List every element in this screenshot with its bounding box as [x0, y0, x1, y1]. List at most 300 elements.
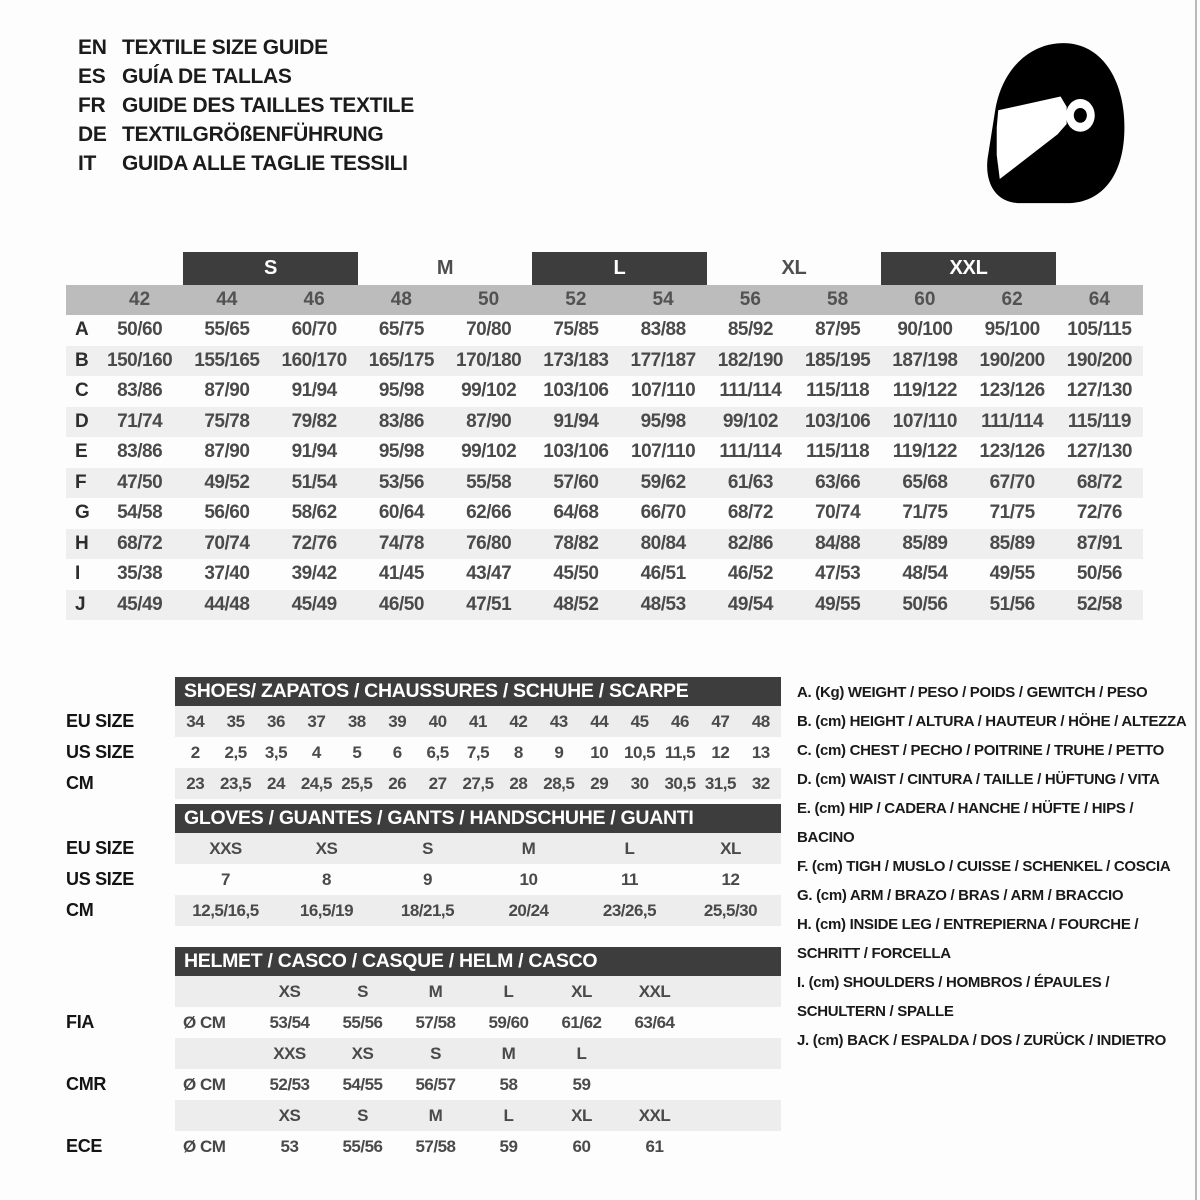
shoes-size-value: 23,5 [220, 773, 252, 793]
measurement-value: 63/66 [815, 471, 861, 493]
measurement-value: 85/89 [902, 532, 948, 554]
helmet-size-value: 53/54 [269, 1012, 310, 1032]
measurement-value: 107/110 [631, 441, 696, 463]
language-code: FR [78, 93, 106, 117]
shoes-size-value: 40 [428, 711, 447, 731]
legend-item-h: H. (cm) INSIDE LEG / ENTREPIERNA / FOURCHE / SCHRITT / FORCELLA [797, 916, 1139, 962]
measurement-value: 111/114 [981, 410, 1044, 432]
measurement-value: 66/70 [640, 502, 686, 524]
measurement-value: 55/65 [204, 319, 250, 341]
shoes-size-value: 43 [549, 711, 568, 731]
gloves-row-2 [66, 895, 781, 926]
helmet-size-label: XXL [638, 1105, 671, 1125]
measurement-value: 160/170 [281, 349, 347, 371]
helmet-filler [691, 1100, 781, 1131]
shoes-row-cells [175, 737, 781, 768]
helmet-standard-label-spacer [66, 1038, 175, 1069]
textile-row-i [66, 559, 1143, 590]
row-letter-label: H [75, 532, 89, 554]
helmet-standard-label-spacer [66, 1100, 175, 1131]
row-letter-label: C [75, 380, 89, 402]
measurement-value: 50/56 [902, 593, 948, 615]
helmet-size-value: 56/57 [415, 1074, 456, 1094]
measurement-value: 46/50 [378, 593, 424, 615]
shoes-size-value: 9 [554, 742, 564, 762]
gloves-table-rows [66, 833, 781, 926]
textile-measurement-rows [66, 315, 1143, 620]
language-row-en [78, 33, 414, 62]
helmet-size-label: XXL [638, 981, 671, 1001]
measurement-value: 47/50 [117, 471, 163, 493]
shoes-size-value: 31,5 [704, 773, 736, 793]
shoes-size-value: 32 [751, 773, 770, 793]
measurement-value: 48/53 [640, 593, 686, 615]
shoes-size-value: 2 [190, 742, 200, 762]
measurement-value: 58/62 [291, 502, 337, 524]
helmet-unit-spacer [175, 976, 253, 1007]
shoes-size-value: 47 [711, 711, 730, 731]
measurement-value: 83/86 [117, 441, 163, 463]
measurement-value: 105/115 [1067, 319, 1132, 341]
measurement-value: 68/72 [727, 502, 773, 524]
numeric-row-spacer [66, 285, 96, 315]
numeric-size: 44 [216, 289, 238, 310]
language-code: EN [78, 35, 107, 59]
gloves-size-value: 18/21,5 [400, 900, 455, 920]
measurement-value: 46/52 [727, 563, 773, 585]
helmet-values-row-fia [66, 1007, 781, 1038]
legend-item-c: C. (cm) CHEST / PECHO / POITRINE / TRUHE / PETTO [797, 742, 1165, 759]
helmet-sizes-cells [175, 976, 781, 1007]
measurement-value: 85/92 [727, 319, 773, 341]
language-row-es [78, 62, 414, 91]
shoes-size-value: 29 [590, 773, 609, 793]
helmet-filler [691, 1069, 781, 1100]
measurement-value: 190/200 [979, 349, 1045, 371]
gloves-row-cells [175, 833, 781, 864]
gloves-row-cells [175, 895, 781, 926]
measurement-value: 165/175 [368, 349, 434, 371]
measurement-value: 47/51 [466, 593, 512, 615]
language-row-fr [78, 91, 414, 120]
shoes-size-value: 6,5 [426, 742, 449, 762]
gloves-size-value: 7 [221, 869, 230, 889]
shoes-size-value: 7,5 [466, 742, 490, 762]
shoes-size-value: 26 [388, 773, 407, 793]
helmet-values-cells [175, 1007, 781, 1038]
measurement-value: 83/86 [117, 380, 163, 402]
textile-row-j [66, 590, 1143, 621]
size-group-m: M [436, 257, 454, 279]
shoes-table-title: SHOES/ ZAPATOS / CHAUSSURES / SCHUHE / SCARPE [175, 677, 781, 706]
measurement-value: 47/53 [815, 563, 861, 585]
measurement-value: 45/50 [553, 563, 599, 585]
helmet-values-row-cmr [66, 1069, 781, 1100]
measurement-value: 76/80 [466, 532, 512, 554]
row-letter-label: D [75, 410, 89, 432]
gloves-size-value: 12 [721, 869, 740, 889]
measurement-value: 87/90 [466, 410, 512, 432]
legend-item-g: G. (cm) ARM / BRAZO / BRAS / ARM / BRACCIO [797, 887, 1124, 904]
measurement-value: 71/75 [989, 502, 1035, 524]
helmet-sizes-row-cmr [66, 1038, 781, 1069]
helmet-size-value: 61/62 [561, 1012, 602, 1032]
page-edge-scan-line [1195, 0, 1197, 1200]
numeric-size: 64 [1088, 289, 1110, 310]
shoes-size-value: 36 [267, 711, 285, 731]
measurement-value: 87/90 [204, 441, 250, 463]
shoes-size-table [66, 677, 781, 799]
measurement-value: 87/91 [1076, 532, 1122, 554]
language-title: GUIDA ALLE TAGLIE TESSILI [122, 151, 408, 175]
measurement-value: 95/100 [984, 319, 1040, 341]
shoes-size-value: 13 [751, 742, 770, 762]
gloves-row-1 [66, 864, 781, 895]
measurement-value: 49/55 [989, 563, 1035, 585]
shoes-size-value: 6 [392, 742, 402, 762]
measurement-value: 95/98 [378, 380, 424, 402]
measurement-value: 155/165 [194, 349, 260, 371]
language-title: GUIDE DES TAILLES TEXTILE [122, 93, 414, 117]
shoes-size-value: 24 [267, 773, 285, 793]
language-title: GUÍA DE TALLAS [122, 64, 292, 88]
shoes-size-value: 30 [630, 773, 649, 793]
measurement-value: 111/114 [719, 380, 782, 402]
measurement-value: 51/54 [291, 471, 337, 493]
measurement-value: 50/56 [1076, 563, 1122, 585]
shoes-size-value: 45 [630, 711, 649, 731]
helmet-size-value: 59 [572, 1074, 591, 1094]
measurement-value: 123/126 [979, 441, 1045, 463]
shoes-size-value: 30,5 [664, 773, 696, 793]
measurement-value: 127/130 [1066, 380, 1132, 402]
measurement-value: 99/102 [461, 380, 517, 402]
measurement-value: 173/183 [543, 349, 609, 371]
textile-row-a [66, 315, 1143, 346]
numeric-size: 56 [739, 289, 761, 310]
measurement-value: 48/54 [902, 563, 948, 585]
shoes-row-0 [66, 706, 781, 737]
measurement-value: 55/58 [466, 471, 512, 493]
gloves-size-value: L [624, 838, 635, 858]
measurement-value: 44/48 [204, 593, 250, 615]
measurement-value: 83/86 [378, 410, 424, 432]
helmet-filler [691, 976, 781, 1007]
language-title: TEXTILE SIZE GUIDE [122, 35, 328, 59]
numeric-size: 54 [652, 289, 674, 310]
measurement-legend [797, 678, 1189, 1055]
helmet-size-value: 59/60 [488, 1012, 529, 1032]
helmet-icon-svg [980, 38, 1132, 210]
legend-item-e: E. (cm) HIP / CADERA / HANCHE / HÜFTE / HIPS / BACINO [797, 800, 1134, 846]
shoes-size-value: 4 [311, 742, 321, 762]
measurement-value: 37/40 [204, 563, 250, 585]
gloves-size-value: XL [720, 838, 741, 858]
measurement-value: 185/195 [805, 349, 871, 371]
helmet-size-label: XS [278, 1105, 301, 1125]
helmet-size-label: L [503, 981, 514, 1001]
textile-row-c [66, 376, 1143, 407]
size-group-l: L [532, 252, 707, 285]
measurement-value: 107/110 [892, 410, 957, 432]
measurement-value: 115/118 [806, 380, 870, 402]
measurement-value: 95/98 [640, 410, 686, 432]
shoes-size-value: 42 [509, 711, 528, 731]
gloves-size-value: 25,5/30 [703, 900, 758, 920]
helmet-table-rows [66, 976, 781, 1162]
legend-item-d: D. (cm) WAIST / CINTURA / TAILLE / HÜFTUNG / VITA [797, 771, 1160, 788]
helmet-size-label: S [430, 1043, 441, 1063]
language-title: TEXTILGRÖßENFÜHRUNG [122, 122, 384, 146]
measurement-value: 85/89 [989, 532, 1035, 554]
shoes-size-value: 28 [509, 773, 528, 793]
legend-item-j: J. (cm) BACK / ESPALDA / DOS / ZURÜCK / INDIETRO [797, 1032, 1166, 1049]
measurement-value: 59/62 [640, 471, 686, 493]
measurement-value: 127/130 [1066, 441, 1132, 463]
measurement-value: 49/52 [204, 471, 250, 493]
helmet-standard-label-spacer [66, 976, 175, 1007]
measurement-value: 70/74 [204, 532, 250, 554]
helmet-size-label: M [501, 1043, 516, 1063]
measurement-value: 99/102 [461, 441, 517, 463]
measurement-value: 99/102 [722, 410, 778, 432]
measurement-value: 56/60 [204, 502, 250, 524]
measurement-value: 82/86 [727, 532, 773, 554]
legend-item-i: I. (cm) SHOULDERS / HOMBROS / ÉPAULES / SCHULTERN / SPALLE [797, 974, 1110, 1020]
measurement-value: 87/95 [815, 319, 861, 341]
racing-helmet-icon [980, 38, 1132, 210]
measurement-value: 78/82 [553, 532, 599, 554]
measurement-value: 95/98 [378, 441, 424, 463]
measurement-value: 68/72 [117, 532, 163, 554]
measurement-value: 57/60 [553, 471, 599, 493]
helmet-size-label: XXS [273, 1043, 306, 1063]
helmet-sizes-row-fia [66, 976, 781, 1007]
shoes-size-value: 41 [469, 711, 487, 731]
helmet-size-value: 63/64 [634, 1012, 675, 1032]
measurement-value: 87/90 [204, 380, 250, 402]
measurement-value: 46/51 [640, 563, 686, 585]
numeric-size: 50 [478, 289, 500, 310]
measurement-value: 74/78 [378, 532, 424, 554]
gloves-size-value: XXS [209, 838, 242, 858]
helmet-size-value: 53 [280, 1136, 299, 1156]
measurement-value: 65/75 [378, 319, 424, 341]
measurement-value: 49/54 [727, 593, 773, 615]
helmet-size-label: L [576, 1043, 587, 1063]
shoes-row-label: EU SIZE [66, 711, 134, 731]
measurement-value: 67/70 [989, 471, 1035, 493]
measurement-value: 75/78 [204, 410, 250, 432]
measurement-value: 187/198 [892, 349, 958, 371]
helmet-size-label: L [503, 1105, 514, 1125]
shoes-size-value: 38 [347, 711, 366, 731]
shoes-size-value: 25,5 [341, 773, 373, 793]
measurement-value: 50/60 [117, 319, 163, 341]
measurement-value: 119/122 [892, 441, 957, 463]
helmet-size-label: XS [278, 981, 301, 1001]
language-row-it [78, 149, 414, 178]
gloves-row-label: CM [66, 900, 94, 920]
numeric-size: 42 [129, 289, 151, 310]
measurement-value: 103/106 [543, 441, 609, 463]
legend-item-a: A. (Kg) WEIGHT / PESO / POIDS / GEWITCH / PESO [797, 684, 1148, 701]
measurement-value: 54/58 [117, 502, 163, 524]
size-group-s: S [183, 252, 358, 285]
measurement-value: 60/70 [291, 319, 337, 341]
shoes-size-value: 46 [671, 711, 689, 731]
measurement-value: 48/52 [553, 593, 599, 615]
shoes-table-rows [66, 706, 781, 799]
helmet-size-label: S [357, 981, 368, 1001]
measurement-value: 103/106 [805, 410, 871, 432]
gloves-size-value: 16,5/19 [299, 900, 354, 920]
measurement-value: 111/114 [719, 441, 782, 463]
shoes-size-value: 8 [513, 742, 523, 762]
helmet-size-value: 57/58 [415, 1136, 456, 1156]
measurement-value: 84/88 [815, 532, 861, 554]
numeric-size: 46 [303, 289, 325, 310]
helmet-sizes-row-ece [66, 1100, 781, 1131]
measurement-value: 177/187 [630, 349, 696, 371]
helmet-size-value: 55/56 [342, 1136, 383, 1156]
helmet-unit-label: Ø CM [183, 1074, 226, 1094]
measurement-value: 71/75 [902, 502, 948, 524]
gloves-size-value: S [422, 838, 433, 858]
measurement-value: 107/110 [631, 380, 696, 402]
measurement-value: 65/68 [902, 471, 948, 493]
legend-item-f: F. (cm) TIGH / MUSLO / CUISSE / SCHENKEL / COSCIA [797, 858, 1171, 875]
measurement-value: 190/200 [1066, 349, 1132, 371]
helmet-standard-label: CMR [66, 1074, 107, 1094]
measurement-value: 115/119 [1067, 410, 1131, 432]
language-title-list [78, 33, 414, 178]
textile-row-e [66, 437, 1143, 468]
measurement-value: 70/80 [466, 319, 512, 341]
shoes-size-value: 28,5 [543, 773, 575, 793]
helmet-size-value: 57/58 [415, 1012, 456, 1032]
measurement-value: 41/45 [378, 563, 424, 585]
textile-size-group-bar [66, 252, 1143, 285]
textile-row-g [66, 498, 1143, 529]
helmet-size-label: XL [571, 1105, 592, 1125]
helmet-filler [691, 1038, 781, 1069]
measurement-value: 71/74 [117, 410, 163, 432]
textile-numeric-size-row [66, 285, 1143, 315]
shoes-row-cells [175, 768, 781, 799]
gloves-size-value: 23/26,5 [602, 900, 657, 920]
numeric-size: 52 [565, 289, 587, 310]
numeric-size: 58 [827, 289, 849, 310]
measurement-value: 45/49 [117, 593, 163, 615]
row-letter-label: J [75, 593, 86, 615]
helmet-filler [691, 1007, 781, 1038]
helmet-size-label: XL [571, 981, 592, 1001]
measurement-value: 52/58 [1076, 593, 1122, 615]
shoes-size-value: 10 [590, 742, 609, 762]
helmet-unit-spacer [175, 1100, 253, 1131]
measurement-value: 64/68 [553, 502, 599, 524]
row-letter-label: E [75, 441, 88, 463]
gloves-table-title: GLOVES / GUANTES / GANTS / HANDSCHUHE / GUANTI [175, 804, 781, 833]
measurement-value: 72/76 [1076, 502, 1122, 524]
size-group-xxl: XXL [881, 252, 1056, 285]
measurement-value: 83/88 [640, 319, 686, 341]
helmet-values-cells [175, 1069, 781, 1100]
gloves-size-value: 20/24 [508, 900, 549, 920]
measurement-value: 51/56 [989, 593, 1035, 615]
measurement-value: 60/64 [378, 502, 424, 524]
gloves-size-value: 9 [423, 869, 432, 889]
numeric-size: 62 [1001, 289, 1023, 310]
shoes-size-value: 48 [751, 711, 770, 731]
row-letter-label: I [75, 563, 81, 585]
textile-row-h [66, 529, 1143, 560]
helmet-size-label: M [428, 981, 443, 1001]
shoes-size-value: 34 [186, 711, 205, 731]
measurement-value: 91/94 [553, 410, 599, 432]
gloves-size-value: M [521, 838, 536, 858]
measurement-value: 170/180 [456, 349, 522, 371]
helmet-sizes-cells [175, 1100, 781, 1131]
gloves-size-value: 10 [519, 869, 538, 889]
shoes-size-value: 39 [388, 711, 407, 731]
helmet-unit-label: Ø CM [183, 1136, 226, 1156]
helmet-size-label: M [428, 1105, 443, 1125]
helmet-filler [691, 1131, 781, 1162]
gloves-size-value: 8 [322, 869, 331, 889]
gloves-row-0 [66, 833, 781, 864]
row-letter-label: A [75, 319, 89, 341]
gloves-row-label: EU SIZE [66, 838, 134, 858]
language-row-de [78, 120, 414, 149]
numeric-size: 60 [914, 289, 936, 310]
measurement-value: 91/94 [291, 441, 337, 463]
row-letter-label: B [75, 349, 89, 371]
gloves-row-cells [175, 864, 781, 895]
row-letter-label: F [75, 471, 87, 493]
gloves-size-value: 12,5/16,5 [192, 900, 259, 920]
shoes-size-value: 37 [307, 711, 326, 731]
shoes-size-value: 27 [428, 773, 447, 793]
helmet-size-value: 58 [499, 1074, 518, 1094]
measurement-value: 182/190 [717, 349, 783, 371]
measurement-value: 61/63 [727, 471, 773, 493]
helmet-size-value: 52/53 [269, 1074, 310, 1094]
measurement-value: 39/42 [291, 563, 337, 585]
language-code: ES [78, 64, 106, 88]
helmet-standard-label: ECE [66, 1136, 103, 1156]
shoes-row-2 [66, 768, 781, 799]
helmet-table-title: HELMET / CASCO / CASQUE / HELM / CASCO [175, 947, 781, 976]
helmet-size-value: 60 [572, 1136, 591, 1156]
measurement-value: 79/82 [291, 410, 337, 432]
shoes-size-value: 44 [590, 711, 609, 731]
gloves-size-value: 11 [621, 869, 638, 889]
row-letter-label: G [75, 502, 90, 524]
shoes-size-value: 3,5 [264, 742, 288, 762]
measurement-value: 91/94 [291, 380, 337, 402]
helmet-size-table [66, 947, 781, 1162]
helmet-unit-label: Ø CM [183, 1012, 226, 1032]
measurement-value: 123/126 [979, 380, 1045, 402]
textile-row-d [66, 407, 1143, 438]
measurement-value: 75/85 [553, 319, 599, 341]
helmet-size-value: 54/55 [342, 1074, 383, 1094]
shoes-size-value: 11,5 [664, 742, 696, 762]
shoes-size-value: 24,5 [300, 773, 332, 793]
shoes-row-label: CM [66, 773, 94, 793]
